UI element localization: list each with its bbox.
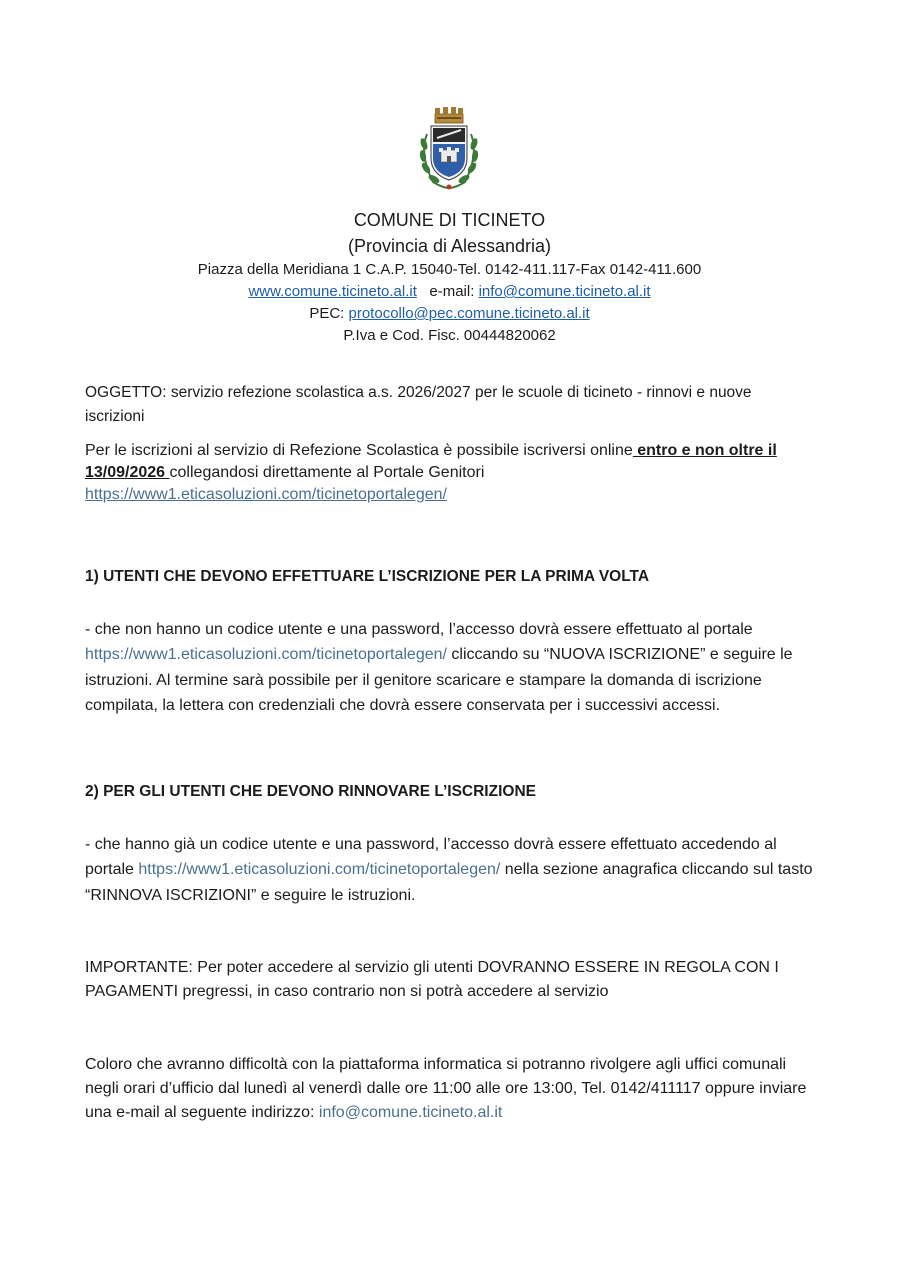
section2-portal-link[interactable]: https://www1.eticasoluzioni.com/ticinetoportalegen/ — [138, 861, 501, 879]
subject-label: OGGETTO: — [85, 384, 167, 401]
coat-of-arms-icon — [413, 104, 485, 192]
pec-link[interactable]: protocollo@pec.comune.ticineto.al.it — [348, 305, 590, 322]
intro-paragraph — [85, 440, 815, 506]
section2-text-2: nella sezione anagrafica cliccando sul tasto “RINNOVA ISCRIZIONI” e seguire le istruzioni. — [85, 861, 813, 904]
section1-portal-link[interactable]: https://www1.eticasoluzioni.com/ticinetoportalegen/ — [85, 646, 447, 664]
intro-text: Per le iscrizioni al servizio di Refezione Scolastica è possibile iscriversi online — [85, 442, 633, 459]
address-line: Piazza della Meridiana 1 C.A.P. 15040-Tel. 0142-411.117-Fax 0142-411.600 — [197, 261, 702, 278]
contact-text: Coloro che avranno difficoltà con la piattaforma informatica si potranno rivolgere agli uffici comunali negli orari d’ufficio dal lunedì al venerdì dalle ore 11:00 alle ore 13:00, Tel. 0142/411117 oppure inviare una e-mail al seguente indirizzo: — [85, 1056, 807, 1121]
deadline-text: entro e non oltre il 13/09/2026 — [85, 442, 777, 481]
email-link[interactable]: info@comune.ticineto.al.it — [478, 283, 651, 300]
website-link[interactable]: www.comune.ticineto.al.it — [248, 283, 417, 300]
contact-email-link[interactable]: info@comune.ticineto.al.it — [318, 1104, 503, 1121]
province-line: (Provincia di Alessandria) — [347, 236, 552, 256]
subject-line — [85, 381, 815, 429]
section1-text: - che non hanno un codice utente e una password, l’accesso dovrà essere effettuato al portale — [85, 621, 753, 638]
section1-heading: 1) UTENTI CHE DEVONO EFFETTUARE L’ISCRIZIONE PER LA PRIMA VOLTA — [85, 568, 650, 585]
contact-web-line — [0, 282, 899, 302]
section1-text-2: cliccando su “NUOVA ISCRIZIONE” e seguire le istruzioni. Al termine sarà possibile per il genitore scaricare e stampare la domanda di iscrizione compilata, la lettera con credenziali che dovrà essere conservata per i successivi accessi. — [85, 646, 793, 714]
subject-text: servizio refezione scolastica a.s. 2026/2027 per le scuole di ticineto - rinnovi e nuove iscrizioni — [85, 384, 752, 425]
section2-paragraph — [85, 832, 815, 908]
intro-text-2: collegandosi direttamente al Portale Genitori — [169, 464, 485, 481]
section1-paragraph — [85, 617, 815, 718]
email-label: e-mail: — [429, 283, 475, 300]
pec-line — [0, 304, 899, 324]
contact-paragraph — [85, 1053, 815, 1125]
section2-heading: 2) PER GLI UTENTI CHE DEVONO RINNOVARE L’ISCRIZIONE — [85, 783, 536, 800]
section2-text: - che hanno già un codice utente e una password, l’accesso dovrà essere effettuato accedendo al portale — [85, 836, 777, 879]
portal-link[interactable]: https://www1.eticasoluzioni.com/ticinetoportalegen/ — [85, 486, 447, 503]
important-note: IMPORTANTE: Per poter accedere al servizio gli utenti DOVRANNO ESSERE IN REGOLA CON I PAGAMENTI pregressi, in caso contrario non si potrà accedere al servizio — [85, 959, 779, 1000]
municipality-title: COMUNE DI TICINETO — [353, 210, 546, 230]
vat-line: P.Iva e Cod. Fisc. 00444820062 — [343, 327, 556, 344]
pec-label: PEC: — [309, 305, 345, 322]
